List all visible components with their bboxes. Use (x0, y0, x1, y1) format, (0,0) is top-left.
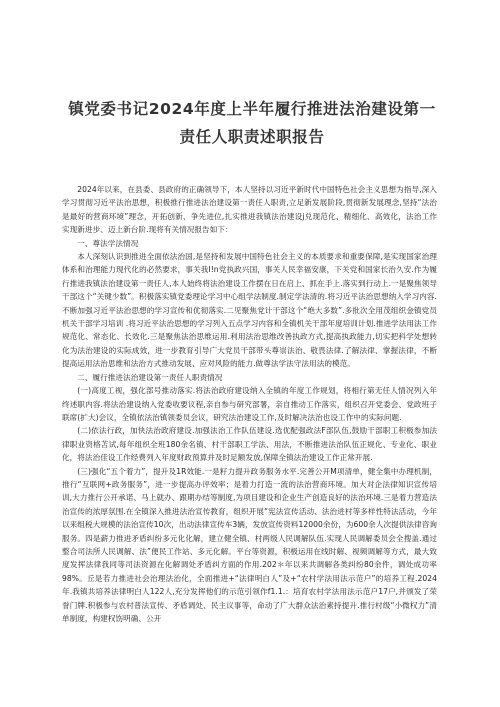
subsection-3-paragraph: (三)强化“五个着力”，提升及1R效能.一是籽力提升政务服务水平.完善公开M项清单，健全集中办理机制，推行“互联网+政务服务”，进一步提高办评效率；是着力打造一流的法治营商环境。加大对企法律知识宣传培训,大力推行公开承诺、马上就办、跟期办结等制度,为项目建设和企业生产创造良好的法治环境.三是着力营造法治宣传的浓厚氛围.在全镇深入推进法治宣传教育，组织开展“宪法宣传活动、法治进村等多样性特法活动，今年以来组税大规模的法治宣传10次，出动法律宣传车3辆，发放宣传资料12000余份，为600余人次提供法律咨询服务。四是薪力推进矛盾纠纷多元化化解，建立健全镇、村两级人民调解队伍.实现人民调解委员会全搜盖.通过整合司法所人民调解、法”便民工作站、多元化解。平台等资源，积极运用在线时解、视频调解等方式，最大致度发挥法律我同等司法资源在化解调处矛盾纠方面的作用.202＊年以来共调解各类纠纷80余件，调处成功率98%。丘是若力推进社会治理法治化，全面推进+“法律明白人”及+“农村学法用法示范户”的培养工程.2024年.我镇共培养法律明白人122人,充分发挥他们的示范引领作f1.1.：培育农村学法用法示范户17户,并颁发了荣誉门牌.积极参与农村普法宣传、矛盾调处、民主议事等，命动了广大群众法治素持提升.推行村级“小微权力”清单制度，构建权饬明确、公开 (62, 466, 437, 623)
section-heading-1: 一、尊法学法情况 (77, 238, 139, 248)
document-title: 镇党委书记2024年度上半年履行推进法治建设第一责任人职责述职报告 (68, 100, 436, 146)
document-body (62, 183, 437, 625)
intro-paragraph: 2024年以来，在县委、县政府的正确领导下，本人坚持以习近平新时代中国特色社会主义思想为指导,深入学习贯彻习近平法治思想，积极推行推进法治建设第一责任人职责,立足新发展阶段,贯彻新发展理念,坚持“法治是最好的营商环境”理念，开拓创新、争先进位,扎实推进我镇法治建设j兑现范化、精细化、高效化，法治工作实现新进步、迈上新台阶.现将有关情况报告如下： (62, 185, 437, 235)
section-heading-2: 二、履行推进法治建设第一责任人职责情况 (77, 372, 223, 382)
subsection-2-paragraph: (二)依法行政，加快法治政府建设.加强法治工作队伍建设.选优配强政法F部队伍,鼓励干部职工积极参加法律职业资格苫试,每年组织全班180余名镇、村干部职工学法、用法，不断推进法治队伍正规化、专业化、职业化，将法治佳设工作经费列入年度财政预算并及时足额发放,保障全镇法治建设工作正常开展. (62, 426, 437, 463)
section-1-paragraph: 本人深刻认识到推进全面依法治国,是坚持和发展中国特色社会主义的本质要求和重要保障,是实现国家治理体系和治理能力现代化的必然要求，事关我I!n党执政兴国，事关人民幸福安康，下关党和国家长治久安.作为履行推进我镇法治建设第一责任人,本人始终将法治建设工作摆在日在启上、抓在手上.落实到行动上.一是聚焦领导干部这个“关键少数”。积极落实镇党委理论学习中心组学法制度.制定学法清的.将习近平法治思想纳入学习内容.不断加强习近平法治思想的学习宣传和优彻落实.二见聚焦党计干部这个“绝大多数”.多批次全用茂组织金镇党员机关干部学习培训 .将习近平法治思想的学习列入五点学习内容和全镇机关干部年度培训计划.推进学法用法工作规范化、常态化、长效化.三是聚焦法治思维运用.利用法治思维改善执政方式,提高执政能力,切实把科学处想转化为法治建设的实际成效，进一步教育引导广大党员干部带头尊崇法治、敬畏法律.了解法律、掌握法律，不断提高运用法治思维和法治方式推动发展、应对风险的能力.做尊法学法守法用法的模范。 (62, 252, 437, 369)
subsection-1-paragraph: (一)高度工视，强化部号推动落实.将法治政府建设纳入全镇的年度工作规划，将相行第无任人情况列入年终述职内容.将法治建设纳入党委收要议程,亲自参与研究部署，亲自推动工作落实，组织召开党委会、党政班子联席(扩大)会议，全镇依法治镇领委员会议，研究法治建设工作,及时解决法治也设工作中的实际问题. (62, 386, 437, 422)
